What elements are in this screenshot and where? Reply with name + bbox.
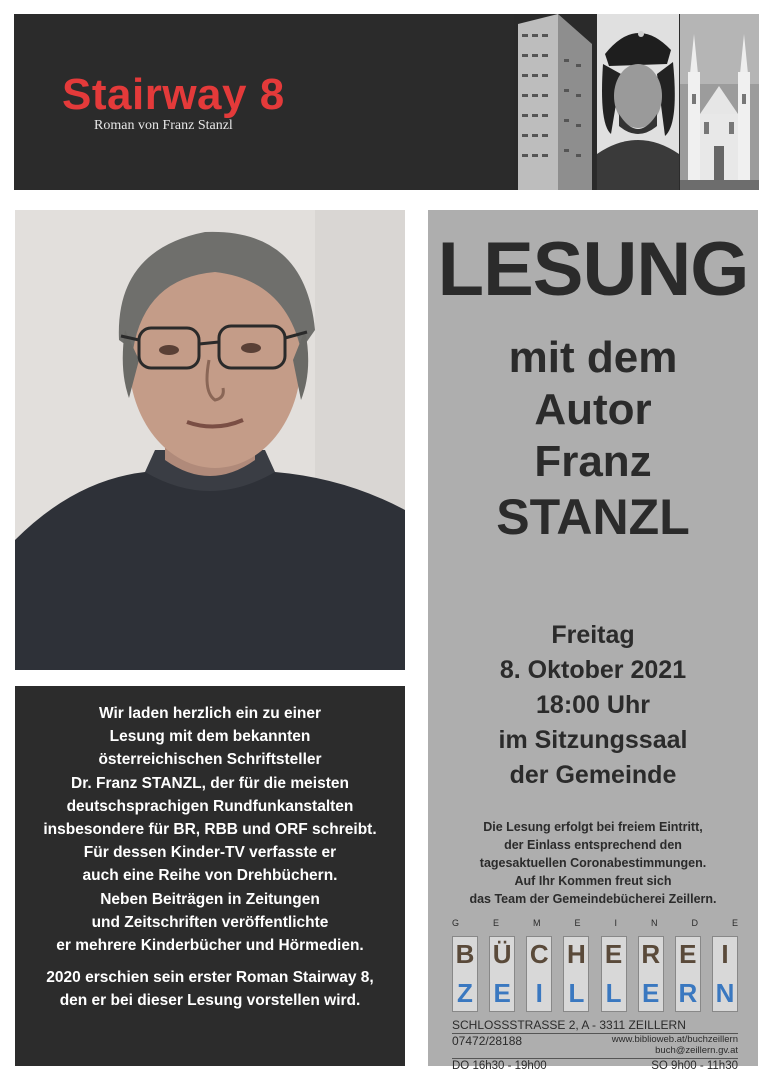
logo-letter-tiles — [452, 936, 738, 1012]
introduction-paragraph — [15, 702, 405, 957]
logo-tile — [638, 936, 664, 1012]
admission-note — [428, 818, 758, 908]
hours-thursday: DO 16h30 - 19h00 — [452, 1060, 547, 1072]
high-rise-building-photo — [514, 14, 596, 190]
logo-tile — [601, 936, 627, 1012]
book-title: Stairway 8 — [62, 70, 285, 119]
note-line: Die Lesung erfolgt bei freiem Eintritt, — [483, 820, 703, 834]
logo-letter: M — [533, 918, 541, 928]
logo-letter: D — [691, 918, 698, 928]
logo-letter: I — [535, 978, 543, 1008]
intro-line: Wir laden herzlich ein zu einer — [98, 705, 322, 722]
title-banner — [14, 14, 759, 190]
event-time: 18:00 Uhr — [536, 691, 650, 719]
logo-tile — [712, 936, 738, 1012]
author-line: Franz — [534, 437, 652, 486]
author-announcement — [428, 332, 758, 546]
note-line: der Einlass entsprechend den — [504, 838, 682, 852]
library-logo — [452, 918, 738, 1072]
event-date: 8. Oktober 2021 — [499, 656, 687, 684]
logo-letter: H — [567, 939, 586, 969]
portrait-with-beret-photo — [597, 14, 679, 190]
logo-tile — [526, 936, 552, 1012]
event-date-location — [428, 618, 758, 793]
intro-line: deutschsprachigen Rundfunkanstalten — [66, 797, 354, 815]
library-website: www.biblioweb.at/buchzeillern — [611, 1034, 738, 1045]
logo-letter: L — [605, 978, 622, 1008]
opening-hours — [452, 1058, 738, 1072]
logo-letter: G — [452, 918, 460, 928]
logo-letter: Ü — [492, 939, 512, 969]
intro-line: er mehrere Kinderbücher und Hörmedien. — [56, 937, 364, 955]
logo-letter: R — [678, 978, 698, 1008]
logo-letter: E — [642, 978, 660, 1008]
intro-line: insbesondere für BR, RBB und ORF schreibt. — [43, 821, 377, 839]
logo-letter: R — [641, 939, 661, 969]
logo-tile — [675, 936, 701, 1012]
author-portrait-photo — [15, 210, 405, 670]
logo-letter: Z — [457, 978, 473, 1008]
library-email: buch@zeillern.gv.at — [655, 1045, 738, 1056]
intro-line: Für dessen Kinder-TV verfasste er — [83, 844, 337, 862]
logo-letter: B — [455, 939, 475, 969]
logo-letter: E — [493, 978, 511, 1008]
logo-tile — [563, 936, 589, 1012]
logo-letter: C — [529, 939, 549, 969]
logo-tile — [489, 936, 515, 1012]
logo-letter: E — [679, 939, 697, 969]
logo-letter: N — [715, 978, 735, 1008]
logo-tile — [452, 936, 478, 1012]
logo-letter: E — [493, 918, 500, 928]
intro-line: Neben Beiträgen in Zeitungen — [100, 890, 320, 908]
intro-line: 2020 erschien sein erster Roman Stairway 8, — [46, 969, 374, 986]
intro-line: Lesung mit dem bekannten — [109, 728, 311, 746]
intro-line: österreichischen Schriftsteller — [98, 751, 322, 769]
note-line: tagesaktuellen Coronabestimmungen. — [479, 856, 707, 870]
library-web-email — [612, 1034, 738, 1056]
event-venue-line: der Gemeinde — [509, 761, 677, 789]
church-photo — [680, 14, 759, 190]
intro-line: und Zeitschriften veröffentlichte — [91, 913, 329, 931]
logo-letter: E — [604, 939, 623, 969]
hours-sunday: SO 9h00 - 11h30 — [651, 1060, 738, 1072]
book-subtitle: Roman von Franz Stanzl — [94, 118, 233, 133]
library-phone: 07472/28188 — [452, 1034, 523, 1048]
author-line: Autor — [534, 385, 652, 434]
event-heading: LESUNG — [437, 227, 749, 312]
author-line: mit dem — [508, 333, 678, 382]
intro-line: den er bei dieser Lesung vorstellen wird. — [59, 992, 361, 1010]
logo-letter: N — [650, 918, 658, 928]
note-line: das Team der Gemeindebücherei Zeillern. — [469, 892, 717, 906]
intro-line: Dr. Franz STANZL, der für die meisten — [71, 774, 349, 792]
logo-letter: I — [721, 939, 729, 969]
logo-letter: L — [568, 978, 585, 1008]
event-venue: im Sitzungssaal — [498, 726, 688, 754]
event-weekday: Freitag — [551, 621, 635, 649]
novel-announcement-paragraph — [15, 966, 405, 1012]
logo-letter: E — [731, 918, 738, 928]
event-info-panel — [428, 210, 758, 1072]
logo-gemeinde-letters — [452, 918, 738, 928]
library-address: SCHLOSSSTRASSE 2, A - 3311 ZEILLERN — [452, 1018, 738, 1034]
author-name: STANZL — [496, 489, 690, 545]
intro-line: auch eine Reihe von Drehbüchern. — [82, 867, 338, 885]
note-line: Auf Ihr Kommen freut sich — [514, 874, 672, 888]
logo-letter: E — [574, 918, 581, 928]
introduction-text-box — [15, 686, 405, 1066]
logo-letter: I — [614, 918, 617, 928]
